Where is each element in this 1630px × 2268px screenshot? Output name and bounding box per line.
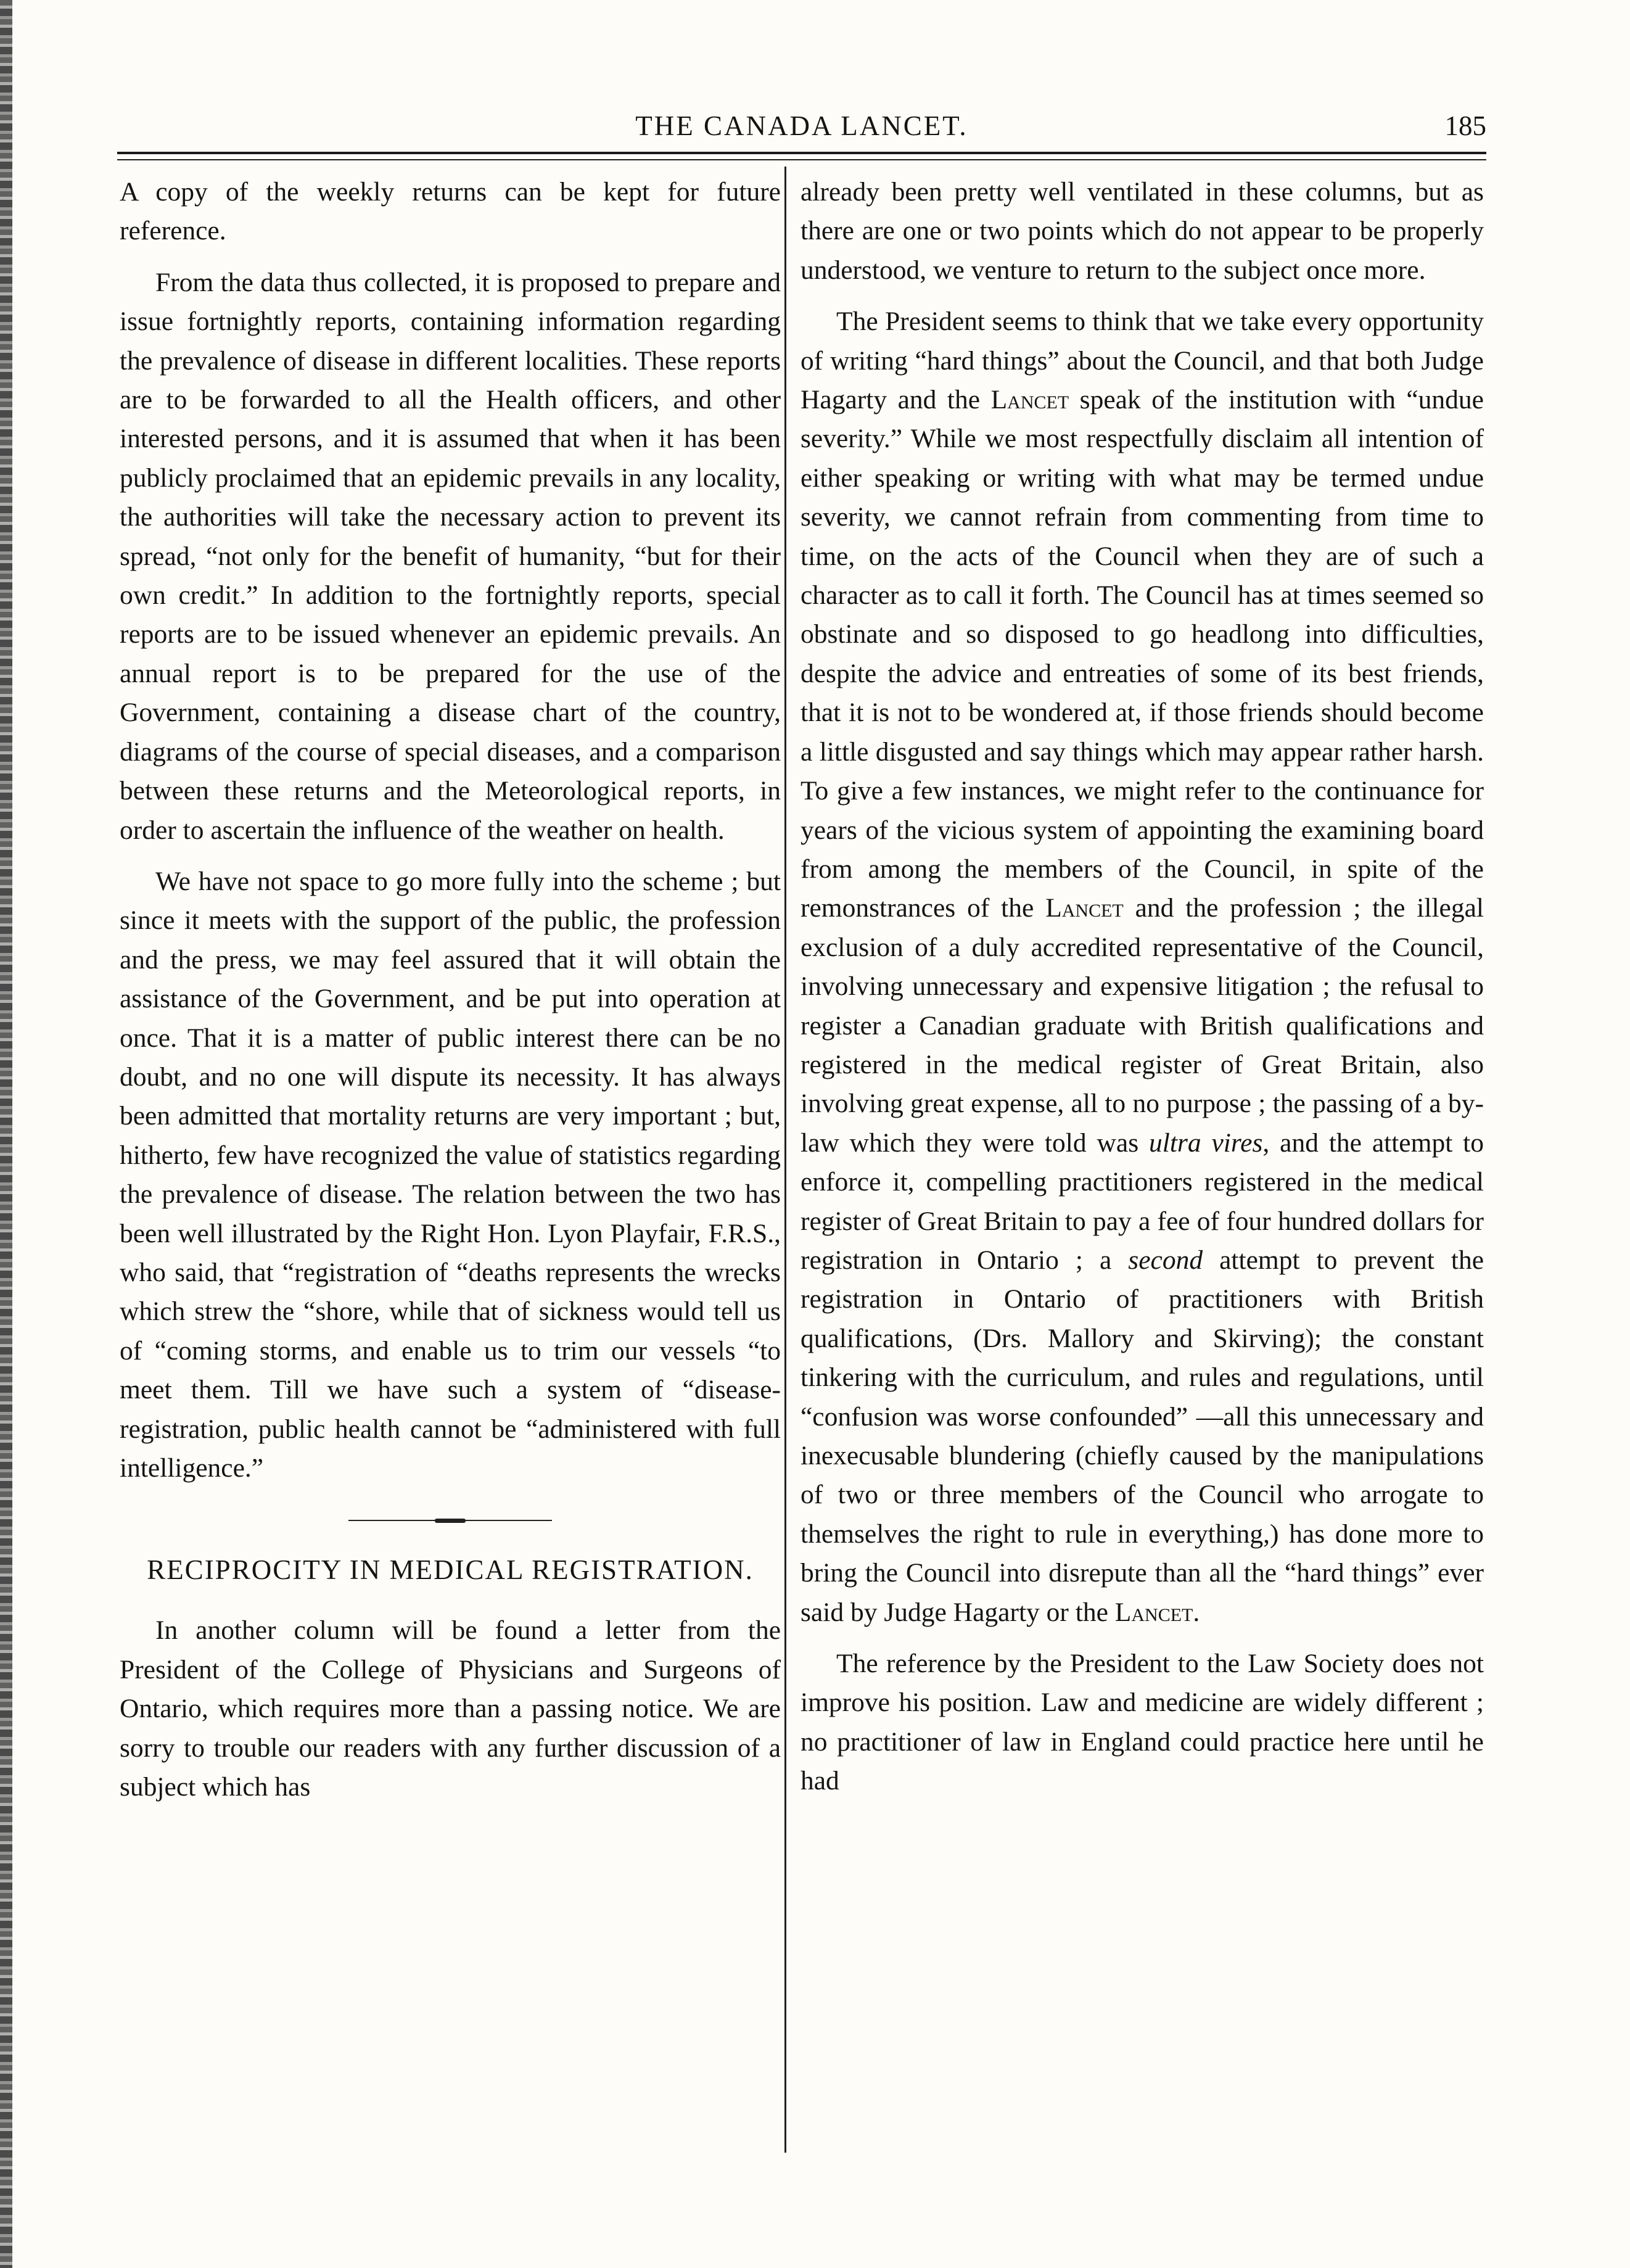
book-binding-edge [0, 0, 12, 2268]
paragraph: From the data thus collected, it is proposed to prepare and issue fortnightly reports, containing information regarding the prevalence of disease in different localities. These reports are to be forwarded to all the Health officers, and other interested persons, and it is assumed that when it has been publicly proclaimed that an epidemic prevails in any locality, the authorities will take the necessary action to prevent its spread, “not only for the benefit of humanity, “but for their own credit.” In addition to the fortnightly reports, special reports are to be issued whenever an epidemic prevails. An annual report is to be prepared for the use of the Government, containing a disease chart of the country, diagrams of the course of special diseases, and a comparison between these returns and the Meteorological reports, in order to ascertain the influence of the weather on health. [120, 267, 781, 845]
right-column [801, 173, 1484, 1801]
paragraph: The reference by the President to the Law Society does not improve his position. Law and medicine are widely different ; no practitioner of law in England could practice here until he had [801, 1649, 1484, 1796]
lancet-smallcaps: Lancet [990, 385, 1069, 415]
lancet-smallcaps: Lancet [1114, 1597, 1193, 1627]
text-run: and the profession ; the illegal exclusion of a duly accredited representative of the Council, involving unnecessary and expensive litigation ; the refusal to register a Canadian graduate with British qualifications and registered in the medical register of Great Britain, also involving great expense, all to no purpose ; the passing of a by-law which they were told was [801, 893, 1484, 1158]
column-divider [784, 167, 786, 2153]
text-run: attempt to prevent the registration in Ontario of practitioners with British qualifications, (Drs. Mallory and Skirving); the constant tinkering with the curriculum, and rules and regulations, until “confusion was worse confounded” —all this unnecessary and inexecusable blundering (chiefly caused by the manipulations of two or three members of the Council who arrogate to themselves the right to rule in everything,) has done more to bring the Council into disrepute than all the “hard things” ever said by Judge Hagarty or the [801, 1245, 1484, 1627]
header-rule-thin [117, 159, 1486, 160]
running-header [117, 110, 1486, 147]
page-number: 185 [1444, 110, 1486, 141]
text-run: The President seems to think that we take every opportunity of writing “hard things” about the Council, and that both Judge Hagarty and the [801, 307, 1484, 415]
paragraph [801, 302, 1484, 1632]
journal-title: THE CANADA LANCET. [635, 110, 968, 141]
text-run: . [1193, 1597, 1200, 1627]
left-column [120, 173, 781, 1807]
paragraph: In another column will be found a letter from the President of the College of Physicians and Surgeons of Ontario, which requires more than a passing notice. We are sorry to trouble our readers with any further discussion of a subject which has [120, 1615, 781, 1802]
section-ornament [348, 1519, 552, 1522]
section-heading: RECIPROCITY IN MEDICAL REGISTRATION. [147, 1554, 754, 1586]
italic-phrase: ultra vires [1149, 1128, 1263, 1158]
paragraph: already been pretty well ventilated in these columns, but as there are one or two points which do not appear to be properly understood, we venture to return to the subject once more. [801, 177, 1484, 285]
italic-phrase: second [1128, 1245, 1203, 1275]
lancet-smallcaps: Lancet [1045, 893, 1124, 923]
paragraph: A copy of the weekly returns can be kept for future reference. [120, 177, 781, 246]
paragraph: We have not space to go more fully into the scheme ; but since it meets with the support of the public, the profession and the press, we may feel assured that it will obtain the assistance of the Government, and be put into operation at once. That it is a matter of public interest there can be no doubt, and no one will dispute its necessity. It has always been admitted that mortality returns are very important ; but, hitherto, few have recognized the value of statistics regarding the prevalence of disease. The relation between the two has been well illustrated by the Right Hon. Lyon Playfair, F.R.S., who said, that “registration of “deaths represents the wrecks which strew the “shore, while that of sickness would tell us of “coming storms, and enable us to trim our vessels “to meet them. Till we have such a system of “disease-registration, public health cannot be “administered with full intelligence.” [120, 866, 781, 1483]
text-run: speak of the institution with “undue severity.” While we most respectfully disclaim all intention of either speaking or writing with what may be termed undue severity, we cannot refrain from commenting from time to time, on the acts of the Council when they are of such a character as to call it forth. The Council has at times seemed so obstinate and so disposed to go headlong into difficulties, despite the advice and entreaties of some of its best friends, that it is not to be wondered at, if those friends should become a little disgusted and say things which may appear rather harsh. To give a few instances, we might refer to the continuance for years of the vicious system of appointing the examining board from among the members of the Council, in spite of the remonstrances of the [801, 385, 1484, 923]
header-rule-thick [117, 152, 1486, 154]
text-run: , and the attempt to enforce it, compelling practitioners registered in the medical register of Great Britain to pay a fee of four hundred dollars for registration in Ontario ; a [801, 1128, 1484, 1275]
